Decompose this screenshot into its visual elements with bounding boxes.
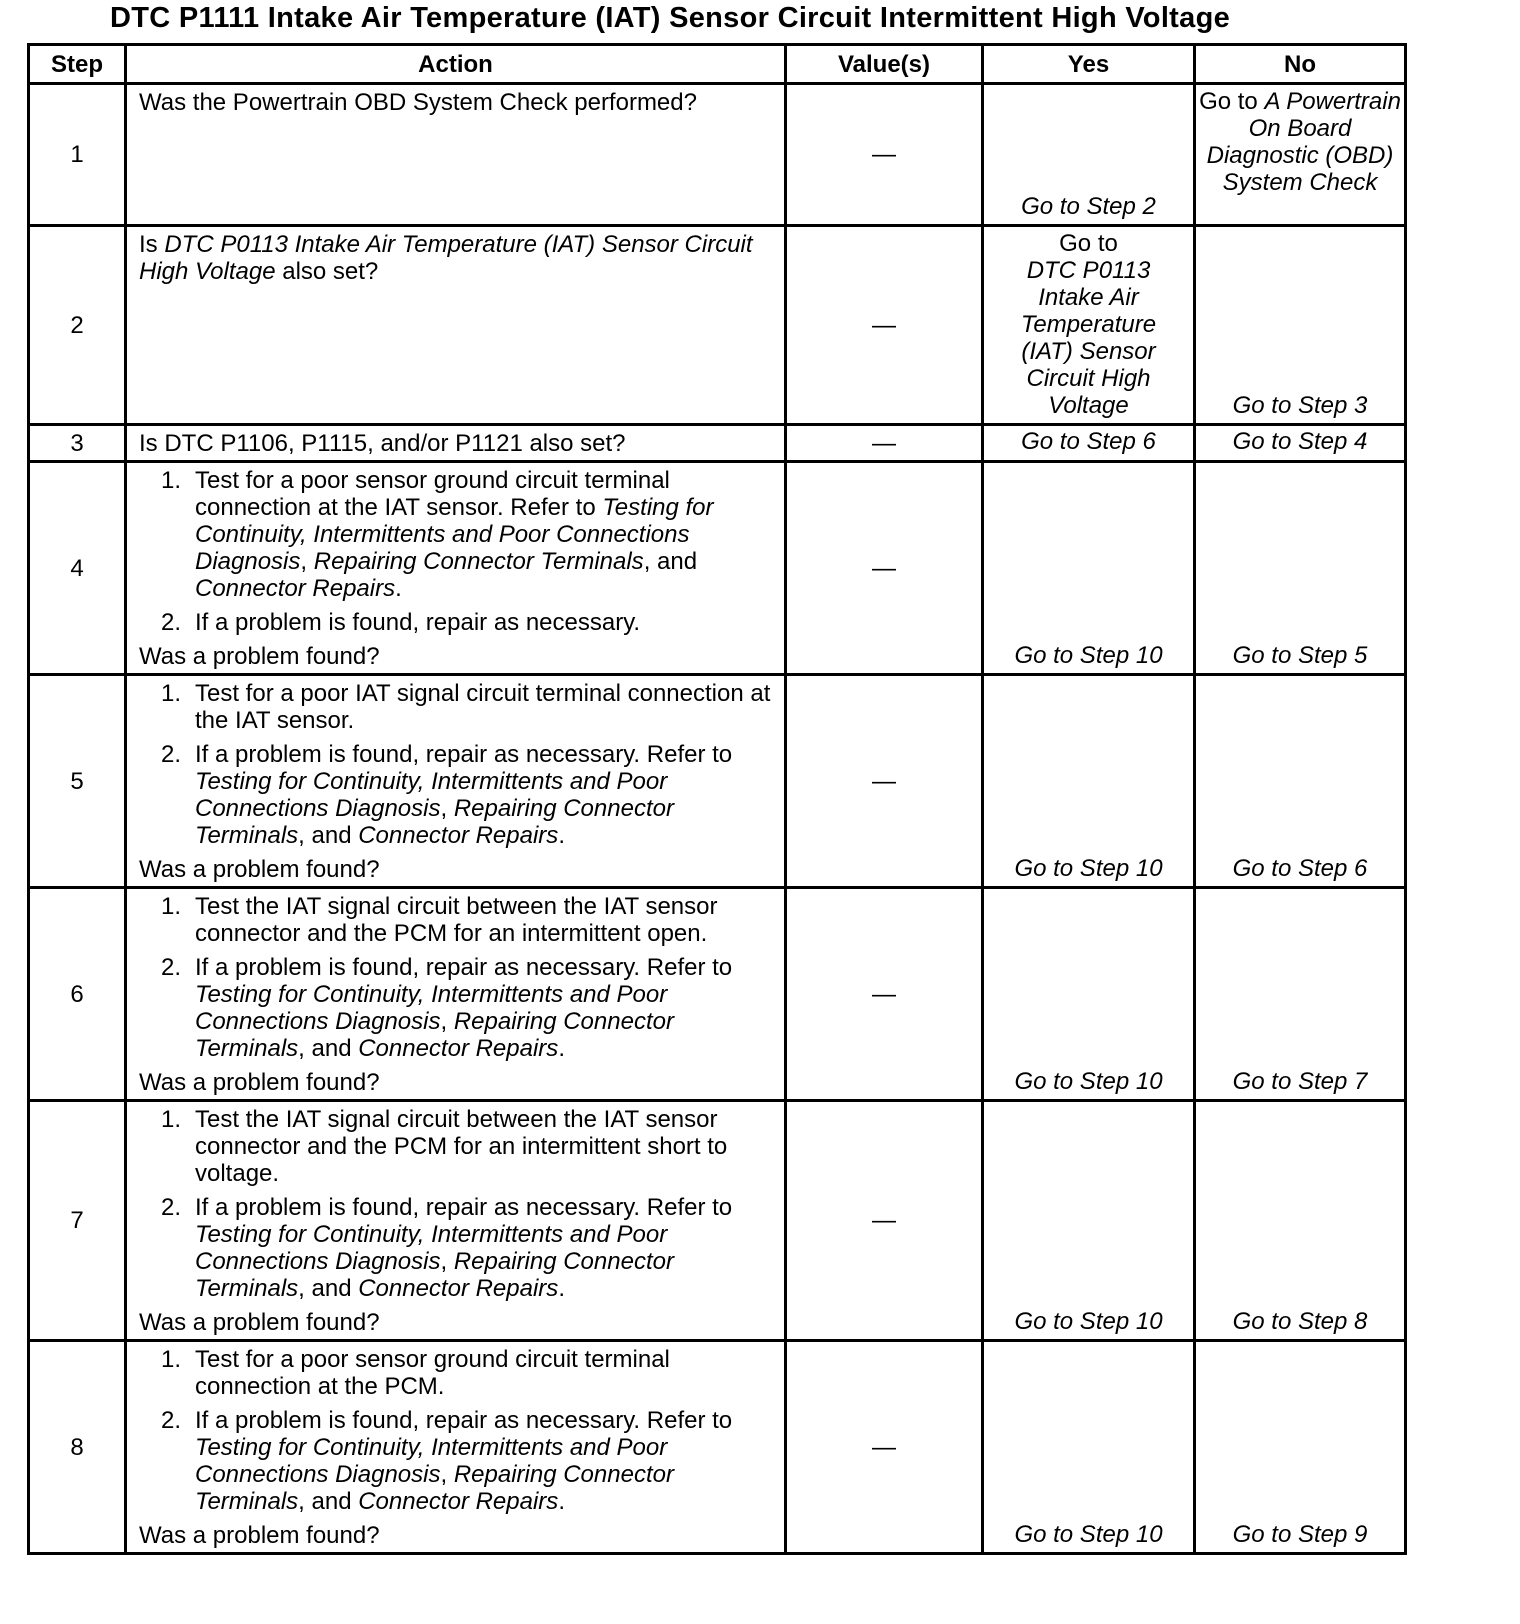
no-cell: Go to Step 5 — [1195, 462, 1406, 675]
yes-link: DTC P0113 Intake Air Temperature (IAT) Sensor Circuit High Voltage — [1020, 257, 1157, 419]
step-number: 2 — [29, 226, 126, 425]
ref-link: Testing for Continuity, Intermittents and Poor Connections Diagnosis — [195, 768, 668, 822]
action-cell — [126, 425, 786, 462]
list-item: 2. If a problem is found, repair as necessary. Refer to Testing for Continuity, Intermittents and Poor Connections Diagnosis, Repairing Connector Terminals, and Connector Repairs. — [161, 741, 733, 849]
action-cell — [126, 1101, 786, 1341]
question-text: Was a problem found? — [139, 643, 380, 670]
step-number: 3 — [29, 425, 126, 462]
ref-link: Connector Repairs — [358, 822, 559, 849]
list-item: 2. If a problem is found, repair as necessary. Refer to Testing for Continuity, Intermittents and Poor Connections Diagnosis, Repairing Connector Terminals, and Connector Repairs. — [161, 1194, 733, 1302]
action-cell — [126, 888, 786, 1101]
action-cell — [126, 226, 786, 425]
table-row — [29, 888, 1406, 1101]
yes-cell — [983, 226, 1195, 425]
ref-link: Repairing Connector Terminals — [195, 1248, 674, 1302]
no-cell: Go to Step 8 — [1195, 1101, 1406, 1341]
action-cell — [126, 462, 786, 675]
value-cell: — — [786, 675, 983, 888]
ref-link: Connector Repairs — [358, 1035, 559, 1062]
no-cell: Go to Step 3 — [1195, 226, 1406, 425]
value-cell: — — [786, 1341, 983, 1554]
ref-link: Repairing Connector Terminals — [313, 548, 644, 575]
no-prefix: Go to — [1199, 88, 1265, 115]
ref-link: Repairing Connector Terminals — [195, 1008, 674, 1062]
list-item: 1. Test for a poor sensor ground circuit terminal connection at the IAT sensor. Refer to Testing for Continuity, Intermittents and Poor Connections Diagnosis, Repairing Connector Terminals, and Connector Repairs. — [161, 467, 714, 602]
no-cell: Go to Step 9 — [1195, 1341, 1406, 1554]
list-item: 1. Test for a poor sensor ground circuit terminal connection at the PCM. — [161, 1346, 670, 1400]
yes-cell: Go to Step 6 — [983, 425, 1195, 462]
no-link: A Powertrain On Board Diagnostic (OBD) System Check — [1206, 88, 1401, 196]
step-number: 4 — [29, 462, 126, 675]
table-row — [29, 1101, 1406, 1341]
yes-cell: Go to Step 10 — [983, 675, 1195, 888]
ref-link: Repairing Connector Terminals — [195, 1461, 674, 1515]
list-item: 1. Test the IAT signal circuit between the IAT sensor connector and the PCM for an intermittent short to voltage. — [161, 1106, 728, 1187]
yes-prefix: Go to — [1059, 230, 1118, 257]
ref-link: Connector Repairs — [358, 1488, 559, 1515]
action-cell — [126, 675, 786, 888]
table-header-row — [29, 45, 1406, 84]
value-cell: — — [786, 425, 983, 462]
list-item: 1. Test for a poor IAT signal circuit terminal connection at the IAT sensor. — [161, 680, 771, 734]
question-text: Was a problem found? — [139, 856, 380, 883]
header-no: No — [1195, 45, 1406, 84]
table-row — [29, 425, 1406, 462]
header-action: Action — [126, 45, 786, 84]
ref-link: Testing for Continuity, Intermittents and Poor Connections Diagnosis — [195, 981, 668, 1035]
header-values: Value(s) — [786, 45, 983, 84]
yes-cell: Go to Step 10 — [983, 1101, 1195, 1341]
action-cell — [126, 1341, 786, 1554]
step-number: 6 — [29, 888, 126, 1101]
value-cell: — — [786, 226, 983, 425]
ref-link: Connector Repairs — [358, 1275, 559, 1302]
step-number: 1 — [29, 84, 126, 226]
action-prefix: Is — [139, 231, 165, 258]
page-title: DTC P1111 Intake Air Temperature (IAT) Sensor Circuit Intermittent High Voltage — [109, 2, 1231, 34]
header-step: Step — [29, 45, 126, 84]
ref-link: Testing for Continuity, Intermittents and Poor Connections Diagnosis — [195, 1221, 668, 1275]
yes-cell: Go to Step 10 — [983, 888, 1195, 1101]
header-yes: Yes — [983, 45, 1195, 84]
question-text: Was a problem found? — [139, 1069, 380, 1096]
value-cell: — — [786, 888, 983, 1101]
table-row — [29, 84, 1406, 226]
table-row — [29, 462, 1406, 675]
table-row — [29, 226, 1406, 425]
no-cell: Go to Step 7 — [1195, 888, 1406, 1101]
step-number: 8 — [29, 1341, 126, 1554]
list-item: 1. Test the IAT signal circuit between the IAT sensor connector and the PCM for an intermittent open. — [161, 893, 718, 947]
ref-link: Testing for Continuity, Intermittents and Poor Connections Diagnosis — [195, 494, 714, 575]
no-cell: Go to Step 6 — [1195, 675, 1406, 888]
no-cell — [1195, 84, 1406, 226]
step-number: 7 — [29, 1101, 126, 1341]
diagnostic-table — [27, 43, 1407, 1555]
list-item: 2. If a problem is found, repair as necessary. — [161, 609, 641, 636]
action-suffix: also set? — [275, 258, 379, 285]
action-cell — [126, 84, 786, 226]
value-cell: — — [786, 462, 983, 675]
value-cell: — — [786, 1101, 983, 1341]
yes-cell: Go to Step 10 — [983, 462, 1195, 675]
list-item: 2. If a problem is found, repair as necessary. Refer to Testing for Continuity, Intermittents and Poor Connections Diagnosis, Repairing Connector Terminals, and Connector Repairs. — [161, 1407, 733, 1515]
value-cell: — — [786, 84, 983, 226]
table-row — [29, 675, 1406, 888]
action-text: Is DTC P1106, P1115, and/or P1121 also set? — [139, 430, 626, 457]
question-text: Was a problem found? — [139, 1522, 380, 1549]
action-link: DTC P0113 Intake Air Temperature (IAT) Sensor Circuit High Voltage — [139, 231, 753, 285]
list-item: 2. If a problem is found, repair as necessary. Refer to Testing for Continuity, Intermittents and Poor Connections Diagnosis, Repairing Connector Terminals, and Connector Repairs. — [161, 954, 733, 1062]
question-text: Was a problem found? — [139, 1309, 380, 1336]
action-text: Was the Powertrain OBD System Check performed? — [139, 89, 697, 116]
yes-cell: Go to Step 10 — [983, 1341, 1195, 1554]
ref-link: Connector Repairs — [195, 575, 396, 602]
no-cell: Go to Step 4 — [1195, 425, 1406, 462]
table-row — [29, 1341, 1406, 1554]
yes-cell: Go to Step 2 — [983, 84, 1195, 226]
step-number: 5 — [29, 675, 126, 888]
ref-link: Testing for Continuity, Intermittents and Poor Connections Diagnosis — [195, 1434, 668, 1488]
ref-link: Repairing Connector Terminals — [195, 795, 674, 849]
